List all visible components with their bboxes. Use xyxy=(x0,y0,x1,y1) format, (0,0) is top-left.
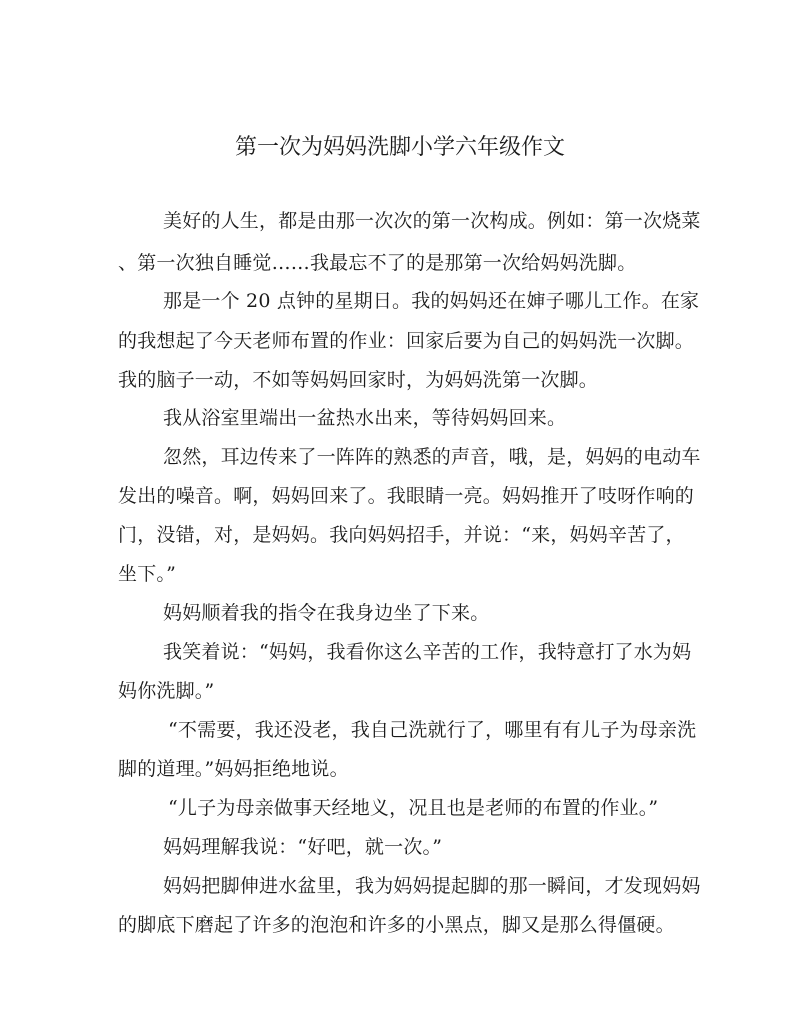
paragraph-line: 妈妈把脚伸进水盆里，我为妈妈提起脚的那一瞬间，才发现妈妈 xyxy=(163,875,701,897)
paragraph-line: 的脚底下磨起了许多的泡泡和许多的小黑点，脚又是那么得僵硬。 xyxy=(118,914,675,936)
paragraph-line: 、第一次独自睡觉……我最忘不了的是那第一次给妈妈洗脚。 xyxy=(118,252,637,274)
paragraph-line: 的我想起了今天老师布置的作业：回家后要为自己的妈妈洗一次脚。 xyxy=(118,330,695,352)
paragraph-line: 坐下。” xyxy=(118,563,177,585)
paragraph-line: “不需要，我还没老，我自己洗就行了，哪里有有儿子为母亲洗 xyxy=(168,719,697,741)
paragraph-line: 我从浴室里端出一盆热水出来，等待妈妈回来。 xyxy=(163,407,567,429)
paragraph-line: 妈妈理解我说：“好吧，就一次。” xyxy=(163,836,443,858)
paragraph-line: “儿子为母亲做事天经地义，况且也是老师的布置的作业。” xyxy=(168,797,659,819)
paragraph-line: 脚的道理。”妈妈拒绝地说。 xyxy=(118,758,349,780)
paragraph-line: 妈妈顺着我的指令在我身边坐了下来。 xyxy=(163,602,490,624)
paragraph-line: 那是一个 20 点钟的星期日。我的妈妈还在婶子哪儿工作。在家 xyxy=(163,290,700,312)
paragraph-line: 门，没错，对，是妈妈。我向妈妈招手，并说：“来，妈妈辛苦了， xyxy=(118,524,685,546)
paragraph-line: 发出的噪音。啊，妈妈回来了。我眼睛一亮。妈妈推开了吱呀作响的 xyxy=(118,485,695,507)
paragraph-line: 妈你洗脚。” xyxy=(118,680,215,702)
paragraph-line: 我笑着说：“妈妈，我看你这么辛苦的工作，我特意打了水为妈 xyxy=(163,641,692,663)
paragraph-line: 美好的人生，都是由那一次次的第一次构成。例如：第一次烧菜 xyxy=(163,210,701,232)
paragraph-line: 我的脑子一动，不如等妈妈回家时，为妈妈洗第一次脚。 xyxy=(118,369,599,391)
document-title: 第一次为妈妈洗脚小学六年级作文 xyxy=(234,135,565,160)
paragraph-line: 忽然，耳边传来了一阵阵的熟悉的声音，哦，是，妈妈的电动车 xyxy=(163,446,701,468)
